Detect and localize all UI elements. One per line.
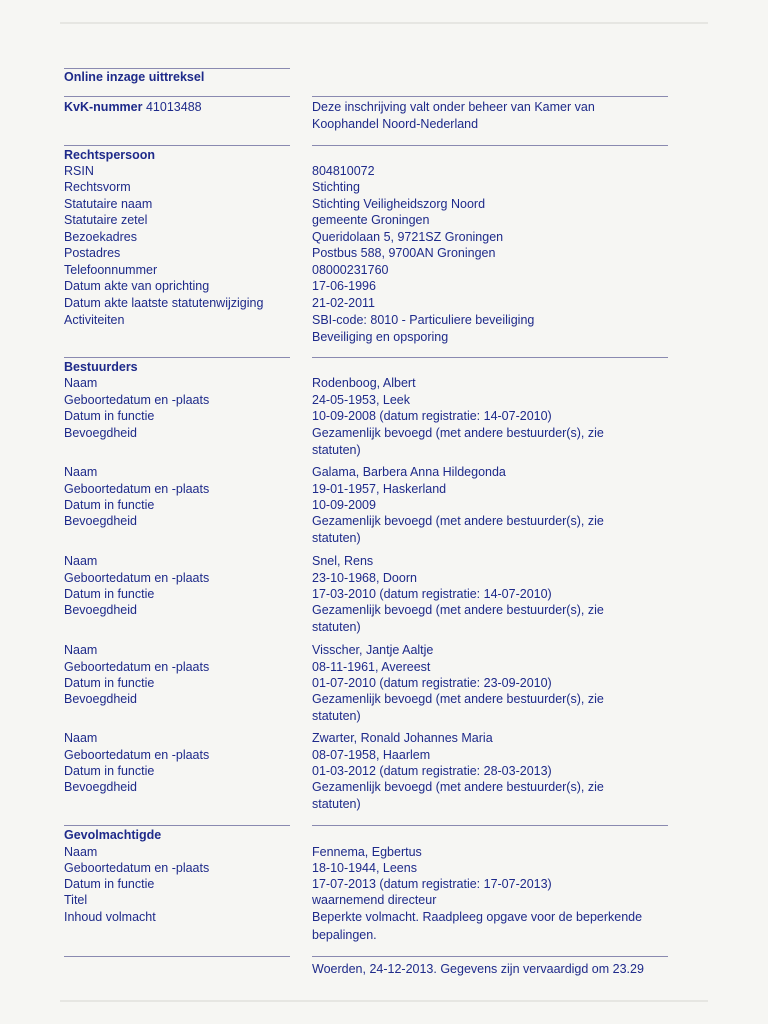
bestuurder-bevoegdheid-continued: statuten) [312, 620, 361, 634]
field-value: Beperkte volmacht. Raadpleeg opgave voor de beperkende [312, 910, 643, 924]
field-value: Postbus 588, 9700AN Groningen [312, 246, 496, 260]
bestuurder-geboorte: 23-10-1968, Doorn [312, 571, 417, 585]
field-label: Telefoonnummer [64, 263, 158, 277]
divider [64, 357, 290, 358]
kvk-label: KvK-nummer [64, 100, 143, 114]
bestuurder-bevoegdheid: Gezamenlijk bevoegd (met andere bestuurder(s), zie [312, 692, 604, 706]
field-label: Datum in functie [64, 764, 155, 778]
field-label: Naam [64, 845, 98, 859]
field-label: Datum in functie [64, 877, 155, 891]
kvk-number: 41013488 [145, 100, 202, 114]
field-label: Bevoegdheid [64, 514, 137, 528]
bestuurder-functie: 10-09-2008 (datum registratie: 14-07-2010) [312, 409, 552, 423]
bestuurder-naam: Rodenboog, Albert [312, 376, 416, 390]
field-value: 21-02-2011 [312, 296, 376, 310]
bestuurder-bevoegdheid: Gezamenlijk bevoegd (met andere bestuurder(s), zie [312, 780, 604, 794]
field-label: Datum in functie [64, 409, 155, 423]
field-label: Geboortedatum en -plaats [64, 748, 210, 762]
field-label: Bezoekadres [64, 230, 137, 244]
field-value-continued: bepalingen. [312, 928, 377, 942]
field-value: gemeente Groningen [312, 213, 430, 227]
field-value: Queridolaan 5, 9721SZ Groningen [312, 230, 504, 244]
kvk-line [64, 100, 202, 114]
field-label: Rechtsvorm [64, 180, 131, 194]
divider [64, 825, 290, 826]
bestuurder-geboorte: 19-01-1957, Haskerland [312, 482, 447, 496]
bestuurder-naam: Visscher, Jantje Aaltje [312, 643, 434, 657]
field-label: RSIN [64, 164, 94, 178]
field-value: Stichting [312, 180, 360, 194]
divider [64, 956, 290, 957]
field-label: Bevoegdheid [64, 780, 137, 794]
bestuurder-functie: 01-03-2012 (datum registratie: 28-03-2013) [312, 764, 552, 778]
bestuurder-bevoegdheid-continued: statuten) [312, 709, 361, 723]
field-value: 804810072 [312, 164, 375, 178]
field-label: Statutaire zetel [64, 213, 148, 227]
divider [312, 956, 668, 957]
field-label: Bevoegdheid [64, 426, 137, 440]
scan-artifact-bottom [60, 1000, 708, 1002]
bestuurder-geboorte: 24-05-1953, Leek [312, 393, 410, 407]
field-value: SBI-code: 8010 - Particuliere beveiliging [312, 313, 535, 327]
bestuurder-geboorte: 08-11-1961, Avereest [312, 660, 431, 674]
field-label: Datum in functie [64, 498, 155, 512]
divider [312, 96, 668, 97]
divider [312, 825, 668, 826]
bestuurder-bevoegdheid: Gezamenlijk bevoegd (met andere bestuurder(s), zie [312, 514, 604, 528]
field-label: Geboortedatum en -plaats [64, 571, 210, 585]
field-label: Naam [64, 554, 98, 568]
field-label: Datum in functie [64, 676, 155, 690]
divider [64, 96, 290, 97]
field-label: Geboortedatum en -plaats [64, 393, 210, 407]
divider [312, 145, 668, 146]
field-label: Naam [64, 465, 98, 479]
field-label: Datum akte laatste statutenwijziging [64, 296, 264, 310]
field-label: Datum akte van oprichting [64, 279, 210, 293]
bestuurder-functie: 01-07-2010 (datum registratie: 23-09-2010) [312, 676, 552, 690]
field-label: Geboortedatum en -plaats [64, 660, 210, 674]
field-label: Datum in functie [64, 587, 155, 601]
divider [64, 68, 290, 69]
divider [312, 357, 668, 358]
field-label: Activiteiten [64, 313, 125, 327]
field-label: Bevoegdheid [64, 603, 137, 617]
kamer-line-1: Deze inschrijving valt onder beheer van Kamer van [312, 100, 595, 114]
field-value: 18-10-1944, Leens [312, 861, 417, 875]
bestuurder-bevoegdheid: Gezamenlijk bevoegd (met andere bestuurder(s), zie [312, 426, 604, 440]
bestuurder-geboorte: 08-07-1958, Haarlem [312, 748, 431, 762]
bestuurder-functie: 17-03-2010 (datum registratie: 14-07-2010) [312, 587, 552, 601]
scan-artifact-top [60, 22, 708, 24]
bestuurder-naam: Snel, Rens [312, 554, 374, 568]
field-label: Statutaire naam [64, 197, 153, 211]
bestuurder-functie: 10-09-2009 [312, 498, 376, 512]
field-label: Titel [64, 893, 88, 907]
field-value-continued: Beveiliging en opsporing [312, 330, 449, 344]
document-title: Online inzage uittreksel [64, 70, 205, 84]
field-value: 08000231760 [312, 263, 389, 277]
section-heading-bestuurders: Bestuurders [64, 360, 138, 374]
footer-timestamp: Woerden, 24-12-2013. Gegevens zijn vervaardigd om 23.29 [312, 962, 644, 976]
bestuurder-bevoegdheid: Gezamenlijk bevoegd (met andere bestuurder(s), zie [312, 603, 604, 617]
bestuurder-naam: Zwarter, Ronald Johannes Maria [312, 731, 493, 745]
section-heading-gevolmachtigde: Gevolmachtigde [64, 828, 162, 842]
field-label: Geboortedatum en -plaats [64, 482, 210, 496]
bestuurder-bevoegdheid-continued: statuten) [312, 531, 361, 545]
bestuurder-naam: Galama, Barbera Anna Hildegonda [312, 465, 506, 479]
field-value: 17-06-1996 [312, 279, 376, 293]
field-label: Naam [64, 731, 98, 745]
field-value: Fennema, Egbertus [312, 845, 422, 859]
field-label: Geboortedatum en -plaats [64, 861, 210, 875]
section-heading-rechtspersoon: Rechtspersoon [64, 148, 155, 162]
field-label: Naam [64, 376, 98, 390]
field-value: 17-07-2013 (datum registratie: 17-07-2013) [312, 877, 552, 891]
field-label: Naam [64, 643, 98, 657]
field-value: waarnemend directeur [312, 893, 437, 907]
divider [64, 145, 290, 146]
field-label: Bevoegdheid [64, 692, 137, 706]
field-value: Stichting Veiligheidszorg Noord [312, 197, 486, 211]
bestuurder-bevoegdheid-continued: statuten) [312, 443, 361, 457]
field-label: Postadres [64, 246, 121, 260]
bestuurder-bevoegdheid-continued: statuten) [312, 797, 361, 811]
field-label: Inhoud volmacht [64, 910, 156, 924]
kamer-line-2: Koophandel Noord-Nederland [312, 117, 479, 131]
